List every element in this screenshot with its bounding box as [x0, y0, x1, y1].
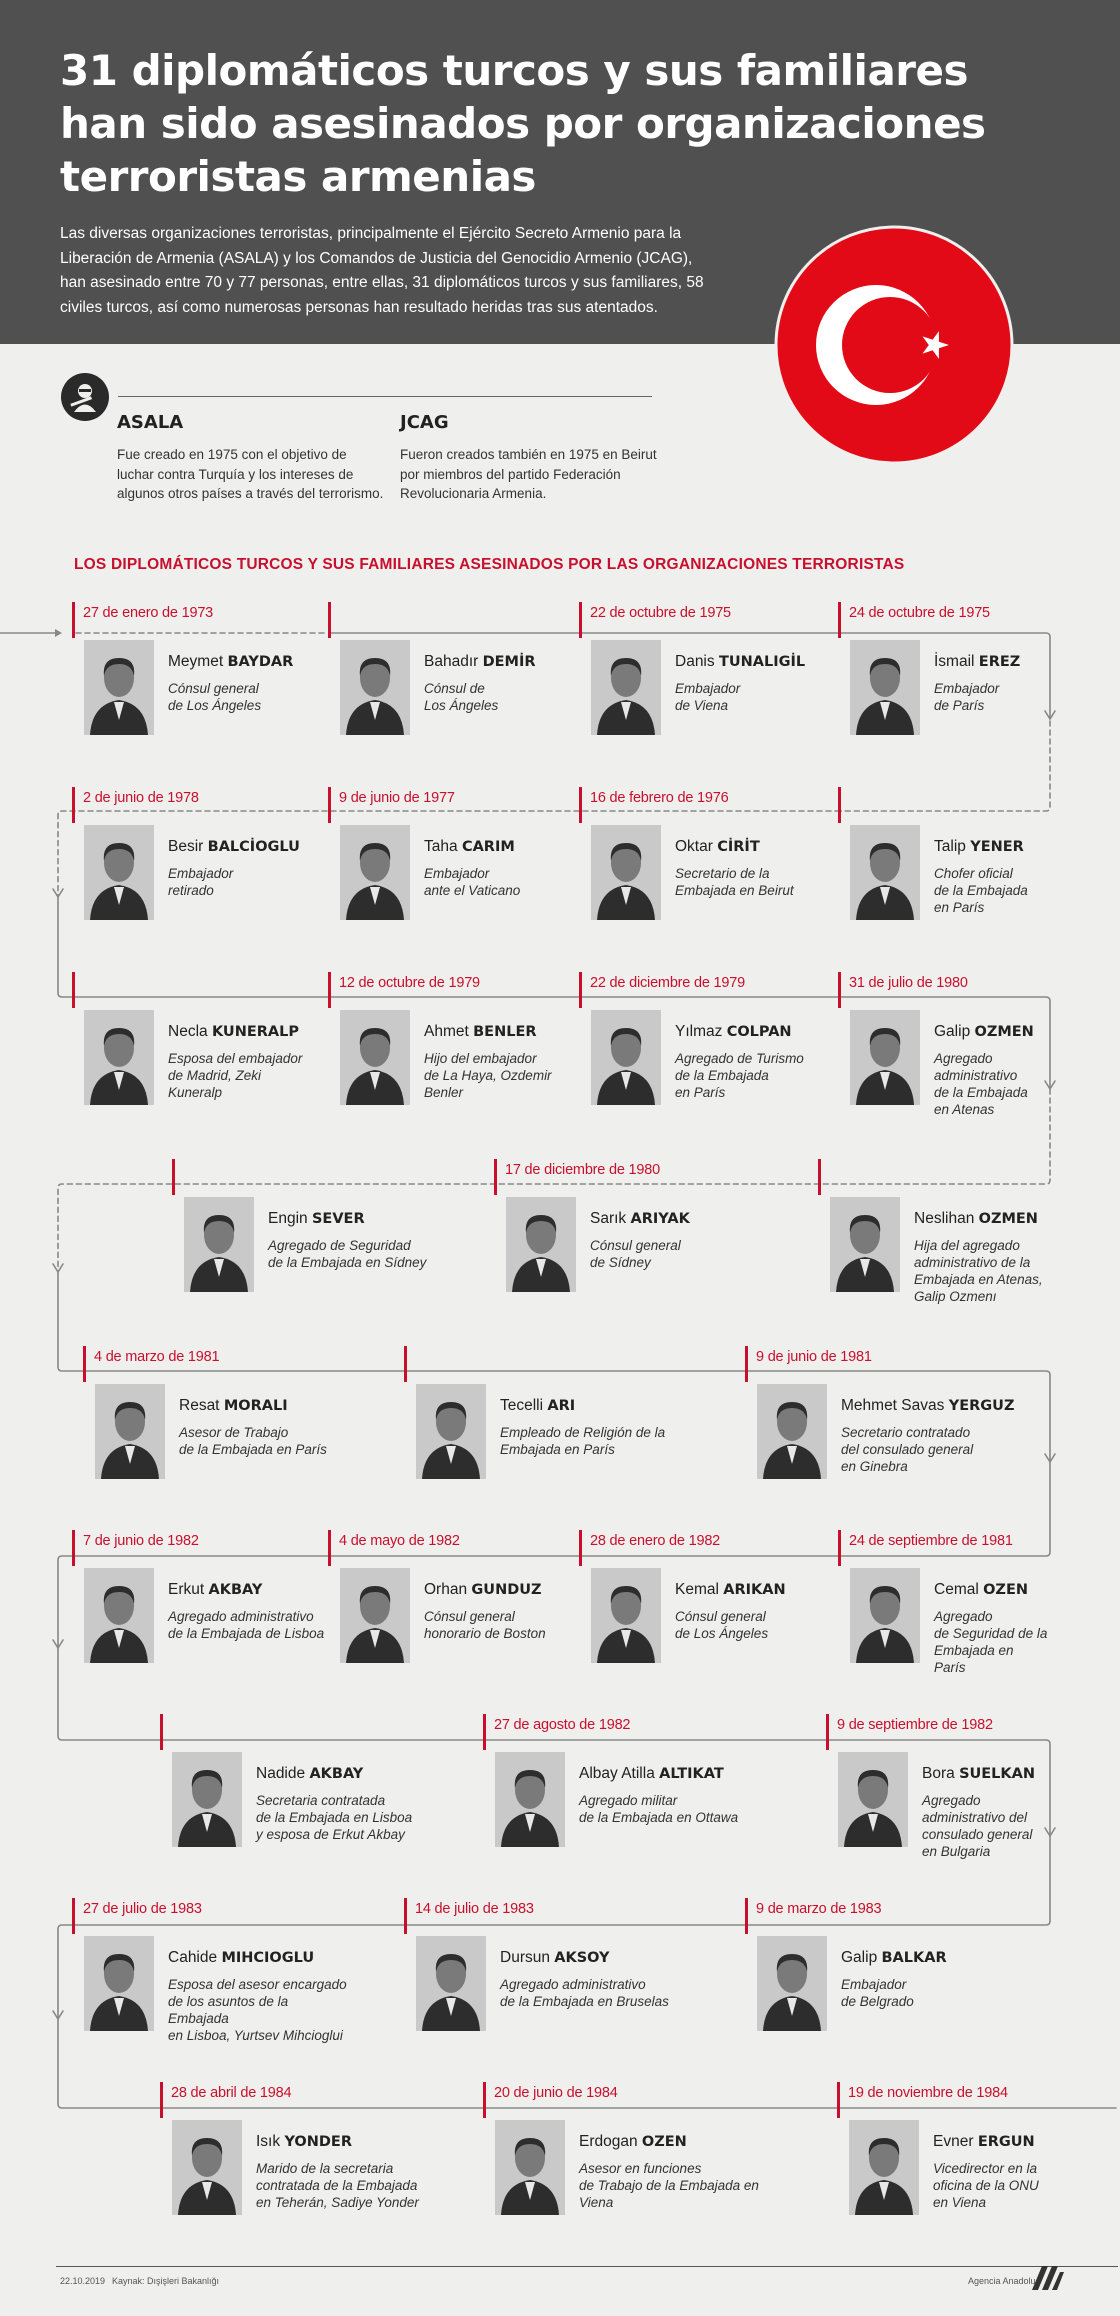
- victim-name: [168, 1023, 328, 1041]
- victim-first-name: Erkut: [168, 1581, 205, 1598]
- victim-first-name: Kemal: [675, 1581, 719, 1598]
- victim-role: Secretario contratado del consulado general en Ginebra: [841, 1425, 974, 1474]
- victim-name: [168, 653, 328, 671]
- victim-first-name: Sarık: [590, 1210, 627, 1227]
- victim-first-name: Galip: [841, 1949, 878, 1966]
- portrait-photo-icon: [591, 1568, 661, 1663]
- victim-last-name: TUNALIGİL: [718, 654, 806, 670]
- victim-last-name: OZMEN: [974, 1024, 1034, 1040]
- portrait-photo-icon: [95, 1384, 165, 1479]
- victim-first-name: Besir: [168, 838, 204, 855]
- victim-card: [494, 1162, 734, 1277]
- victim-first-name: Nadide: [256, 1765, 306, 1782]
- victim-name: [675, 653, 835, 671]
- victim-date: 14 de julio de 1983: [415, 1901, 534, 1917]
- victim-card: [838, 795, 1078, 915]
- victim-card: [72, 1533, 325, 1648]
- victim-card: [328, 610, 568, 720]
- victim-role: Agregado administrativo de la Embajada en Bruselas: [500, 1977, 669, 2009]
- victim-date: 16 de febrero de 1976: [590, 790, 729, 806]
- footer-source: Kaynak: Dışişleri Bakanlığı: [112, 2276, 220, 2286]
- victim-date: 22 de diciembre de 1979: [590, 975, 746, 991]
- victim-first-name: Yılmaz: [675, 1023, 723, 1040]
- victim-last-name: DEMİR: [482, 654, 536, 670]
- victim-card: [72, 605, 312, 720]
- org-asala: [117, 412, 387, 504]
- portrait-photo-icon: [416, 1936, 486, 2031]
- victim-card: [579, 1533, 819, 1648]
- victim-first-name: Cahide: [168, 1949, 218, 1966]
- victim-first-name: Erdogan: [579, 2133, 638, 2150]
- victim-last-name: KUNERALP: [211, 1024, 300, 1040]
- victim-last-name: YONDER: [284, 2134, 352, 2150]
- portrait-photo-icon: [340, 1568, 410, 1663]
- victim-name: [168, 838, 328, 856]
- portrait-photo-icon: [849, 2120, 919, 2215]
- org-name: ASALA: [117, 412, 184, 433]
- victim-last-name: COLPAN: [726, 1024, 792, 1040]
- portrait-photo-icon: [850, 1568, 920, 1663]
- victim-card: [83, 1349, 327, 1464]
- page-title: 31 diplomáticos turcos y sus familiares han sido asesinados por organizaciones terroristas armenias: [60, 46, 986, 201]
- victim-name: [424, 838, 584, 856]
- victim-last-name: YERGUZ: [948, 1398, 1015, 1414]
- victim-name: [934, 653, 1094, 671]
- victim-name: [500, 1949, 660, 1967]
- portrait-photo-icon: [506, 1197, 576, 1292]
- victim-name: [841, 1949, 1001, 1967]
- footer-date: 22.10.2019: [60, 2276, 106, 2286]
- victim-card: [160, 2085, 419, 2210]
- victim-card: [579, 975, 819, 1100]
- victim-last-name: BENLER: [473, 1024, 537, 1040]
- portrait-photo-icon: [340, 825, 410, 920]
- victim-first-name: Necla: [168, 1023, 208, 1040]
- victim-date: 4 de mayo de 1982: [339, 1533, 460, 1549]
- portrait-photo-icon: [495, 2120, 565, 2215]
- victim-first-name: İsmail: [934, 653, 975, 670]
- victim-name: [841, 1397, 1015, 1415]
- victim-card: [328, 1533, 568, 1648]
- divider: [118, 396, 652, 397]
- victim-first-name: Mehmet Savas: [841, 1397, 945, 1414]
- anadolu-logo-icon: [1030, 2262, 1066, 2292]
- section-title: LOS DIPLOMÁTICOS TURCOS Y SUS FAMILIARES ASESINADOS POR LAS ORGANIZACIONES TERRORISTAS: [74, 556, 905, 573]
- victim-date: 27 de agosto de 1982: [494, 1717, 631, 1733]
- victim-last-name: ARIKAN: [723, 1582, 786, 1598]
- victim-role: Cónsul de Los Ángeles: [424, 681, 499, 713]
- victim-card: [328, 975, 568, 1100]
- org-jcag: [400, 412, 670, 504]
- portrait-photo-icon: [838, 1752, 908, 1847]
- victim-name: [424, 1581, 584, 1599]
- victim-card: [838, 1533, 1078, 1675]
- victim-name: [424, 653, 584, 671]
- portrait-photo-icon: [757, 1936, 827, 2031]
- portrait-photo-icon: [830, 1197, 900, 1292]
- victim-card: [172, 1167, 427, 1277]
- victim-last-name: GUNDUZ: [471, 1582, 542, 1598]
- victim-role: Marido de la secretaria contratada de la Embajada en Teherán, Sadiye Yonder: [256, 2161, 419, 2210]
- victim-role: Asesor en funciones de Trabajo de la Embajada en Viena: [579, 2161, 759, 2210]
- victim-role: Agregado administrativo del consulado general en Bulgaria: [922, 1793, 1033, 1859]
- victim-date: 17 de diciembre de 1980: [505, 1162, 661, 1178]
- victim-card: [328, 790, 568, 905]
- victim-name: [268, 1210, 428, 1228]
- victim-date: 24 de septiembre de 1981: [849, 1533, 1013, 1549]
- victim-last-name: OZEN: [641, 2134, 687, 2150]
- portrait-photo-icon: [84, 640, 154, 735]
- victim-card: [745, 1349, 1015, 1474]
- victim-last-name: MIHCIOGLU: [221, 1950, 315, 1966]
- victim-card: [838, 975, 1078, 1117]
- victim-date: 9 de marzo de 1983: [756, 1901, 882, 1917]
- victim-last-name: SUELKAN: [959, 1766, 1036, 1782]
- victim-date: 28 de enero de 1982: [590, 1533, 721, 1549]
- victim-role: Embajador de Belgrado: [841, 1977, 914, 2009]
- victim-date: 22 de octubre de 1975: [590, 605, 731, 621]
- victim-last-name: EREZ: [978, 654, 1021, 670]
- portrait-photo-icon: [850, 640, 920, 735]
- victim-first-name: Taha: [424, 838, 458, 855]
- victim-role: Chofer oficial de la Embajada en París: [934, 866, 1028, 915]
- victim-name: [675, 1023, 835, 1041]
- victim-role: Empleado de Religión de la Embajada en París: [500, 1425, 666, 1457]
- victim-name: [934, 1581, 1094, 1599]
- victim-last-name: AKBAY: [309, 1766, 364, 1782]
- victim-last-name: SEVER: [311, 1211, 365, 1227]
- victim-first-name: Talip: [934, 838, 966, 855]
- victim-name: [579, 1765, 739, 1783]
- victim-first-name: Galip: [934, 1023, 971, 1040]
- victim-role: Hija del agregado administrativo de la Embajada en Atenas, Galip Ozmenı: [914, 1238, 1043, 1304]
- org-name: JCAG: [400, 412, 449, 433]
- victim-last-name: CİRİT: [717, 839, 760, 855]
- portrait-photo-icon: [591, 1010, 661, 1105]
- org-description: Fue creado en 1975 con el objetivo de luchar contra Turquía y los intereses de algunos otros países a través del terrorismo.: [117, 447, 384, 501]
- victim-last-name: OZMEN: [978, 1211, 1038, 1227]
- victim-first-name: Oktar: [675, 838, 713, 855]
- victim-first-name: Isık: [256, 2133, 281, 2150]
- victim-name: [675, 1581, 835, 1599]
- victim-date: 4 de marzo de 1981: [94, 1349, 220, 1365]
- victim-name: [934, 838, 1094, 856]
- victim-date: 19 de noviembre de 1984: [848, 2085, 1008, 2101]
- victim-role: Embajador retirado: [168, 866, 234, 898]
- portrait-photo-icon: [172, 1752, 242, 1847]
- victim-last-name: AKBAY: [208, 1582, 263, 1598]
- portrait-photo-icon: [850, 825, 920, 920]
- victim-name: [179, 1397, 339, 1415]
- portrait-photo-icon: [84, 825, 154, 920]
- victim-role: Agregado militar de la Embajada en Ottawa: [579, 1793, 739, 1825]
- victim-first-name: Cemal: [934, 1581, 979, 1598]
- victim-date: 20 de junio de 1984: [494, 2085, 618, 2101]
- portrait-photo-icon: [591, 640, 661, 735]
- victim-role: Agregado administrativo de la Embajada en Atenas: [934, 1051, 1028, 1117]
- victim-last-name: ARI: [547, 1398, 576, 1414]
- victim-first-name: Meymet: [168, 653, 224, 670]
- victim-role: Secretaria contratada de la Embajada en Lisboa y esposa de Erkut Akbay: [256, 1793, 413, 1842]
- victim-role: Cónsul general de Sídney: [590, 1238, 681, 1270]
- victim-first-name: Engin: [268, 1210, 308, 1227]
- victim-first-name: Ahmet: [424, 1023, 469, 1040]
- victim-first-name: Evner: [933, 2133, 974, 2150]
- victim-last-name: ALTIKAT: [659, 1766, 724, 1782]
- victim-role: Cónsul general de Los Ángeles: [675, 1609, 769, 1641]
- victim-last-name: BALKAR: [881, 1950, 947, 1966]
- victim-role: Vicedirector en la oficina de la ONU en Viena: [933, 2161, 1039, 2210]
- victim-card: [837, 2085, 1077, 2210]
- victim-last-name: MORALI: [223, 1398, 288, 1414]
- victim-date: 12 de octubre de 1979: [339, 975, 480, 991]
- victim-last-name: OZEN: [983, 1582, 1028, 1598]
- victim-card: [826, 1717, 1066, 1859]
- victim-role: Esposa del embajador de Madrid, Zeki Kuneralp: [168, 1051, 303, 1100]
- portrait-photo-icon: [340, 1010, 410, 1105]
- victim-date: 27 de julio de 1983: [83, 1901, 202, 1917]
- victim-role: Esposa del asesor encargado de los asuntos de la Embajada en Lisboa, Yurtsev Mihcioglui: [168, 1977, 347, 2043]
- victim-card: [745, 1901, 985, 2016]
- portrait-photo-icon: [591, 825, 661, 920]
- victim-card: [579, 605, 819, 720]
- victim-name: [922, 1765, 1082, 1783]
- victim-name: [424, 1023, 584, 1041]
- victim-first-name: Neslihan: [914, 1210, 975, 1227]
- victim-date: 27 de enero de 1973: [83, 605, 214, 621]
- victim-card: [838, 605, 1078, 720]
- victim-role: Hijo del embajador de La Haya, Ozdemir Benler: [424, 1051, 552, 1100]
- victim-first-name: Dursun: [500, 1949, 550, 1966]
- victim-first-name: Tecelli: [500, 1397, 544, 1414]
- footer-agency: Agencia Anadolu: [968, 2276, 1036, 2286]
- victim-name: [933, 2133, 1093, 2151]
- footer-divider: [56, 2266, 1118, 2267]
- victim-date: 7 de junio de 1982: [83, 1533, 199, 1549]
- victim-role: Secretario de la Embajada en Beirut: [675, 866, 794, 898]
- victim-date: 9 de septiembre de 1982: [837, 1717, 993, 1733]
- victim-role: Agregado de Seguridad de la Embajada en Sídney: [268, 1238, 427, 1270]
- timeline-arrow: [55, 629, 62, 637]
- victim-name: [914, 1210, 1074, 1228]
- victim-role: Cónsul general de Los Ángeles: [168, 681, 262, 713]
- victim-date: 31 de julio de 1980: [849, 975, 968, 991]
- victim-date: 24 de octubre de 1975: [849, 605, 990, 621]
- victim-role: Embajador de Viena: [675, 681, 741, 713]
- victim-role: Cónsul general honorario de Boston: [424, 1609, 546, 1641]
- victim-date: 2 de junio de 1978: [83, 790, 199, 806]
- victim-card: [579, 790, 819, 905]
- victim-last-name: BALCİOGLU: [207, 839, 300, 855]
- victim-date: 9 de junio de 1981: [756, 1349, 872, 1365]
- portrait-photo-icon: [416, 1384, 486, 1479]
- victim-date: 9 de junio de 1977: [339, 790, 455, 806]
- victim-role: Agregado administrativo de la Embajada de Lisboa: [168, 1609, 325, 1641]
- victim-first-name: Bahadır: [424, 653, 479, 670]
- turkish-flag-icon: [774, 225, 1014, 465]
- victim-role: Embajador de París: [934, 681, 1000, 713]
- victim-card: [72, 1901, 347, 2043]
- org-description: Fueron creados también en 1975 en Beirut por miembros del partido Federación Revolucionaria Armenia.: [400, 447, 657, 501]
- victim-first-name: Bora: [922, 1765, 955, 1782]
- victim-last-name: ARIYAK: [630, 1211, 690, 1227]
- victim-first-name: Albay Atilla: [579, 1765, 655, 1782]
- victim-card: [160, 1722, 413, 1842]
- victim-last-name: CARIM: [461, 839, 515, 855]
- victim-first-name: Orhan: [424, 1581, 468, 1598]
- portrait-photo-icon: [850, 1010, 920, 1105]
- portrait-photo-icon: [184, 1197, 254, 1292]
- victim-name: [590, 1210, 750, 1228]
- victim-name: [934, 1023, 1094, 1041]
- victim-role: Agregado de Seguridad de la Embajada en París: [934, 1609, 1048, 1675]
- victim-card: [818, 1167, 1058, 1304]
- victim-name: [168, 1581, 328, 1599]
- portrait-photo-icon: [84, 1010, 154, 1105]
- portrait-photo-icon: [340, 640, 410, 735]
- portrait-photo-icon: [84, 1568, 154, 1663]
- victim-first-name: Resat: [179, 1397, 220, 1414]
- victim-last-name: YENER: [970, 839, 1024, 855]
- victim-last-name: BAYDAR: [227, 654, 294, 670]
- portrait-photo-icon: [84, 1936, 154, 2031]
- victim-role: Embajador ante el Vaticano: [424, 866, 521, 898]
- portrait-photo-icon: [172, 2120, 242, 2215]
- victim-name: [579, 2133, 739, 2151]
- victim-card: [483, 1717, 739, 1832]
- victim-card: [72, 980, 312, 1100]
- portrait-photo-icon: [757, 1384, 827, 1479]
- victim-first-name: Danis: [675, 653, 715, 670]
- portrait-photo-icon: [495, 1752, 565, 1847]
- victim-role: Agregado de Turismo de la Embajada en París: [675, 1051, 804, 1100]
- victim-card: [483, 2085, 759, 2210]
- victim-date: 28 de abril de 1984: [171, 2085, 292, 2101]
- victim-card: [72, 790, 312, 905]
- victim-last-name: ERGUN: [977, 2134, 1035, 2150]
- victim-card: [404, 1901, 669, 2016]
- victim-name: [675, 838, 835, 856]
- victim-name: [256, 2133, 416, 2151]
- intro-text: Las diversas organizaciones terroristas, principalmente el Ejército Secreto Armenio para la Liberación de Armenia (ASALA) y los Comandos de Justicia del Genocidio Armenio (JCAG), han asesinado entre 70 y 77 personas, entre ellas, 31 diplomáticos turcos y sus familiares, 58 civiles turcos, así como numerosas personas han resultado heridas tras sus atentados.: [60, 225, 704, 316]
- victim-name: [168, 1949, 328, 1967]
- victim-role: Asesor de Trabajo de la Embajada en París: [179, 1425, 327, 1457]
- masked-gunman-icon: [60, 372, 110, 422]
- victim-name: [500, 1397, 660, 1415]
- victim-name: [256, 1765, 416, 1783]
- victim-last-name: AKSOY: [554, 1950, 610, 1966]
- victim-card: [404, 1354, 666, 1464]
